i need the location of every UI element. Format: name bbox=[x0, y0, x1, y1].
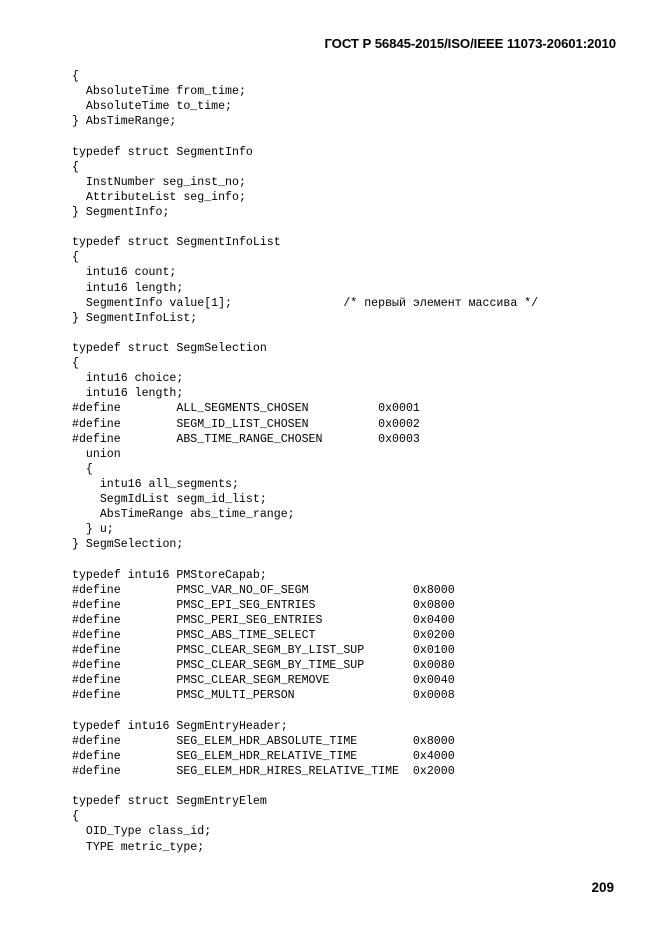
code-line: } u; bbox=[72, 523, 114, 537]
code-line bbox=[72, 779, 538, 794]
code-line: #define SEG_ELEM_HDR_ABSOLUTE_TIME 0x8000 bbox=[72, 734, 455, 748]
code-line: { bbox=[72, 251, 79, 265]
document-header: ГОСТ Р 56845-2015/ISO/IEEE 11073-20601:2010 bbox=[324, 36, 616, 51]
code-line: #define PMSC_CLEAR_SEGM_BY_TIME_SUP 0x0080 bbox=[72, 659, 455, 673]
code-line: typedef intu16 SegmEntryHeader; bbox=[72, 719, 288, 733]
code-line: { bbox=[72, 462, 93, 476]
code-line: #define SEG_ELEM_HDR_RELATIVE_TIME 0x4000 bbox=[72, 749, 455, 763]
code-line: SegmentInfo value[1]; /* первый элемент массива */ bbox=[72, 296, 539, 310]
code-line: intu16 count; bbox=[72, 266, 177, 280]
code-line: #define PMSC_CLEAR_SEGM_REMOVE 0x0040 bbox=[72, 674, 455, 688]
code-line: AbsTimeRange abs_time_range; bbox=[72, 508, 295, 522]
code-listing bbox=[72, 69, 538, 855]
code-line: AbsoluteTime from_time; bbox=[72, 85, 246, 99]
code-line: } SegmSelection; bbox=[72, 538, 184, 552]
code-line: intu16 length; bbox=[72, 387, 184, 401]
code-line: { bbox=[72, 160, 79, 174]
code-line: OID_Type class_id; bbox=[72, 825, 212, 839]
code-line: #define SEGM_ID_LIST_CHOSEN 0x0002 bbox=[72, 417, 420, 431]
code-line: } SegmentInfoList; bbox=[72, 311, 198, 325]
code-line bbox=[72, 220, 538, 235]
code-line: #define PMSC_ABS_TIME_SELECT 0x0200 bbox=[72, 629, 455, 643]
code-line: typedef struct SegmentInfo bbox=[72, 145, 253, 159]
code-line: #define PMSC_CLEAR_SEGM_BY_LIST_SUP 0x0100 bbox=[72, 644, 455, 658]
code-line: typedef struct SegmentInfoList bbox=[72, 236, 281, 250]
code-line: #define PMSC_VAR_NO_OF_SEGM 0x8000 bbox=[72, 583, 455, 597]
code-line: intu16 length; bbox=[72, 281, 184, 295]
code-line: InstNumber seg_inst_no; bbox=[72, 175, 246, 189]
code-line: { bbox=[72, 70, 79, 83]
code-line: #define ABS_TIME_RANGE_CHOSEN 0x0003 bbox=[72, 432, 420, 446]
code-line: #define PMSC_MULTI_PERSON 0x0008 bbox=[72, 689, 455, 703]
code-line: AttributeList seg_info; bbox=[72, 190, 246, 204]
code-line bbox=[72, 704, 538, 719]
code-line bbox=[72, 326, 538, 341]
code-line: typedef struct SegmSelection bbox=[72, 341, 267, 355]
code-line: union bbox=[72, 447, 121, 461]
code-line: intu16 all_segments; bbox=[72, 477, 239, 491]
code-line: } SegmentInfo; bbox=[72, 205, 170, 219]
code-line: { bbox=[72, 810, 79, 824]
code-line: SegmIdList segm_id_list; bbox=[72, 493, 267, 507]
code-line: #define SEG_ELEM_HDR_HIRES_RELATIVE_TIME 0x2000 bbox=[72, 765, 455, 779]
page-number: 209 bbox=[591, 880, 614, 895]
code-line: #define ALL_SEGMENTS_CHOSEN 0x0001 bbox=[72, 402, 420, 416]
code-line: #define PMSC_PERI_SEG_ENTRIES 0x0400 bbox=[72, 613, 455, 627]
code-line: #define PMSC_EPI_SEG_ENTRIES 0x0800 bbox=[72, 598, 455, 612]
code-line bbox=[72, 553, 538, 568]
code-line: TYPE metric_type; bbox=[72, 840, 205, 854]
code-line: intu16 choice; bbox=[72, 372, 184, 386]
code-line: typedef struct SegmEntryElem bbox=[72, 795, 267, 809]
code-line: typedef intu16 PMStoreCapab; bbox=[72, 568, 267, 582]
code-line bbox=[72, 129, 538, 144]
code-line: { bbox=[72, 357, 79, 371]
code-line: } AbsTimeRange; bbox=[72, 115, 177, 129]
code-line: AbsoluteTime to_time; bbox=[72, 100, 233, 114]
